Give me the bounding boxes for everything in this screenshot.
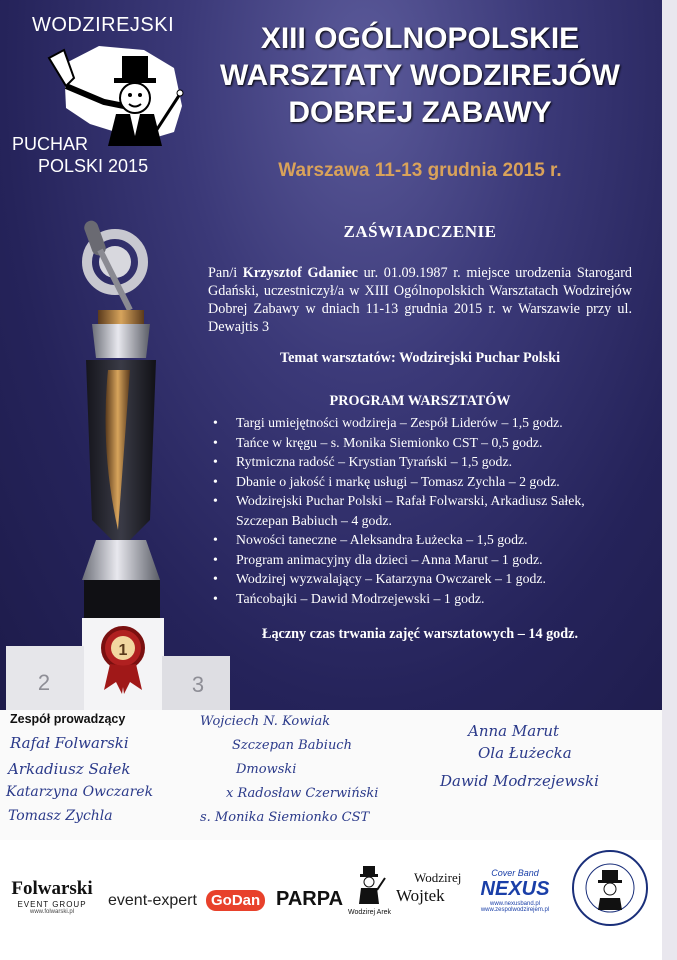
nexus-line1: Cover Band bbox=[491, 868, 539, 878]
signature: Anna Marut bbox=[468, 722, 560, 740]
program-item: • Nowości taneczne – Aleksandra Łużecka – 1,5 godz. bbox=[236, 530, 632, 550]
folwarski-logo bbox=[4, 878, 100, 915]
total-prefix: Łączny czas trwania zajęć warsztatowych – bbox=[262, 626, 529, 642]
wojtek-line2: Wojtek bbox=[396, 886, 445, 905]
program-item: • Dbanie o jakość i markę usługi – Tomasz Zychla – 2 godz. bbox=[236, 472, 632, 492]
title-line2: WARSZTATY WODZIREJÓW bbox=[220, 59, 620, 92]
paragraph-prefix: Pan/i bbox=[208, 265, 238, 281]
nexus-logo bbox=[472, 868, 558, 913]
signature: Dmowski bbox=[236, 762, 297, 777]
program-item: • Rytmiczna radość – Krystian Tyrański – 1,5 godz. bbox=[236, 452, 632, 472]
folwarski-sub: EVENT GROUP bbox=[17, 900, 87, 909]
participant-name: Krzysztof Gdaniec bbox=[242, 265, 358, 281]
total-value: 14 bbox=[528, 626, 543, 642]
paragraph-rest: ur. 01.09.1987 r. miejsce urodzenia Starogard Gdański, uczestniczył/a w XIII Ogólnopolskich Warsztatach Wodzirejów Dobrej Zabawy w dniach 11-13 grudnia 2015 r. w Warszawie przy ul. Dewajtis 3 bbox=[208, 265, 633, 335]
logo-line2: PUCHAR bbox=[12, 134, 89, 154]
folwarski-name: Folwarski bbox=[11, 878, 93, 899]
sponsor-strip bbox=[0, 840, 662, 960]
arek-logo bbox=[348, 864, 390, 916]
association-seal bbox=[570, 848, 650, 928]
team-title: Zespół prowadzący bbox=[10, 712, 126, 726]
total-suffix: godz. bbox=[542, 626, 578, 642]
certificate-body bbox=[208, 222, 632, 643]
program-list bbox=[208, 413, 632, 608]
logo-line3: POLSKI 2015 bbox=[38, 156, 149, 176]
program-item: • Wodzirej wyzwalający – Katarzyna Owczarek – 1 godz. bbox=[236, 569, 632, 589]
arek-label: Wodzirej Arek bbox=[348, 909, 392, 916]
signature-area bbox=[0, 710, 662, 840]
certificate-title: ZAŚWIADCZENIE bbox=[343, 222, 497, 241]
wojtek-logo bbox=[396, 870, 461, 906]
signature: x Radosław Czerwiński bbox=[226, 786, 379, 801]
zespol-url: www.zespolwodzirejem.pl bbox=[480, 907, 550, 913]
event-date: Warszawa 11-13 grudnia 2015 r. bbox=[278, 160, 562, 181]
podium-first: 1 bbox=[118, 642, 128, 659]
podium-second: 2 bbox=[37, 670, 51, 695]
program-item: • Tańcobajki – Dawid Modrzejewski – 1 godz. bbox=[236, 589, 632, 609]
puchar-polski-logo bbox=[4, 6, 196, 178]
wojtek-line1: Wodzirej bbox=[414, 870, 462, 885]
nexus-line2: NEXUS bbox=[480, 878, 550, 900]
dancer-icon bbox=[351, 864, 387, 904]
signature: Ola Łużecka bbox=[478, 744, 572, 762]
signature: Szczepan Babiuch bbox=[232, 738, 352, 753]
nexus-url: www.nexusband.pl bbox=[489, 901, 541, 907]
total-duration bbox=[208, 626, 632, 643]
folwarski-url: www.folwarski.pl bbox=[29, 909, 74, 915]
certificate-paragraph bbox=[208, 264, 632, 336]
microphone-icon bbox=[82, 219, 143, 310]
godan-logo: GoDan bbox=[206, 890, 265, 911]
signature: Katarzyna Owczarek bbox=[6, 784, 154, 800]
page-title bbox=[190, 20, 650, 131]
association-seal-icon bbox=[570, 848, 650, 928]
logo-line1: WODZIREJSKI bbox=[32, 14, 175, 36]
signature: Rafał Folwarski bbox=[10, 734, 129, 752]
program-title: PROGRAM WARSZTATÓW bbox=[329, 393, 511, 409]
signature: s. Monika Siemionko CST bbox=[200, 810, 370, 825]
title-line1: XIII OGÓLNOPOLSKIE bbox=[260, 22, 580, 55]
trophy-illustration bbox=[0, 210, 230, 710]
parpa-logo: PARPA bbox=[276, 888, 344, 910]
program-item: • Program animacyjny dla dzieci – Anna Marut – 1 godz. bbox=[236, 550, 632, 570]
scan-edge bbox=[662, 0, 677, 960]
event-expert-logo: event-expert bbox=[108, 892, 197, 909]
program-item: • Tańce w kręgu – s. Monika Siemionko CST – 0,5 godz. bbox=[236, 433, 632, 453]
signature: Tomasz Zychla bbox=[8, 808, 113, 824]
program-item: • Wodzirejski Puchar Polski – Rafał Folwarski, Arkadiusz Sałek, Szczepan Babiuch – 4 godz. bbox=[236, 491, 632, 530]
workshop-theme: Temat warsztatów: Wodzirejski Puchar Polski bbox=[279, 350, 561, 366]
program-item: • Targi umiejętności wodzireja – Zespół Liderów – 1,5 godz. bbox=[236, 413, 632, 433]
title-line3: DOBREJ ZABAWY bbox=[288, 96, 552, 129]
signature: Arkadiusz Sałek bbox=[8, 760, 131, 778]
podium-third: 3 bbox=[191, 672, 205, 697]
signature: Wojciech N. Kowiak bbox=[200, 714, 331, 729]
signature: Dawid Modrzejewski bbox=[440, 772, 599, 790]
